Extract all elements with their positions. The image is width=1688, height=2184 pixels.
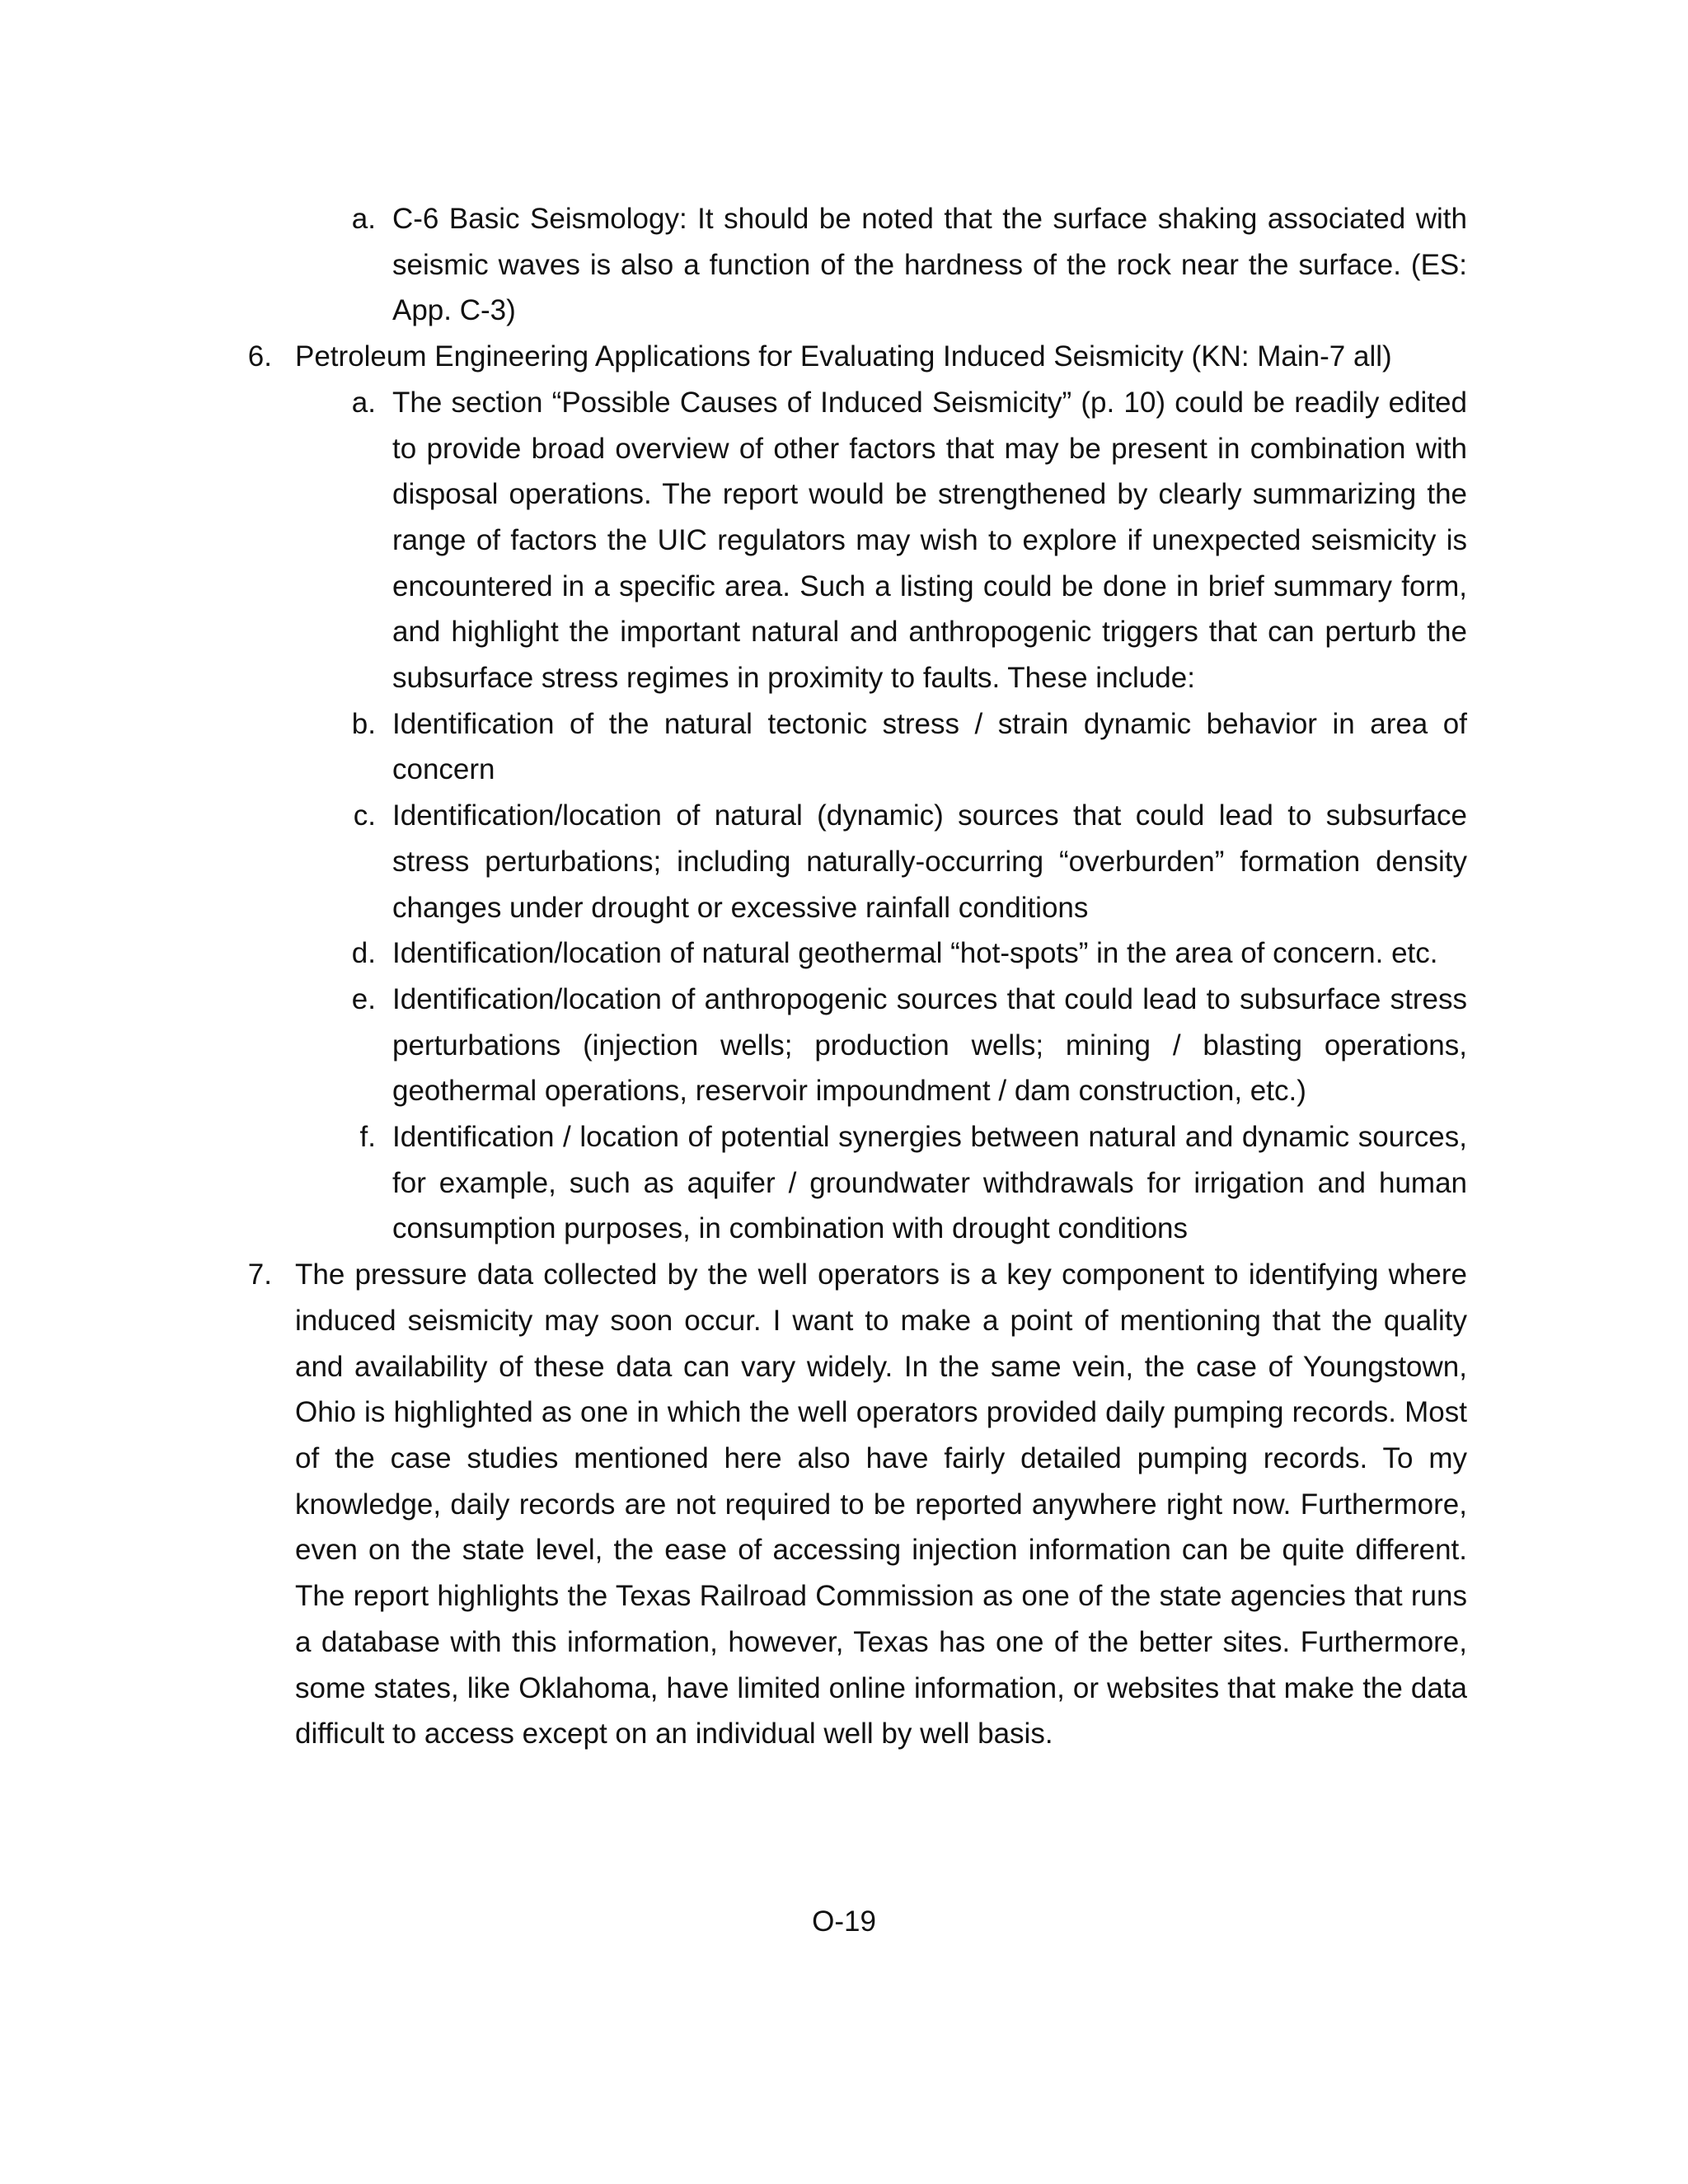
list-item-text: Identification/location of natural (dynamic) sources that could lead to subsurface stress perturbations; including naturally-occurring “overburden” formation density changes under drought or excessive rainfall conditions: [392, 799, 1467, 924]
list-marker: a.: [351, 386, 376, 419]
list-item-text: Identification/location of anthropogenic sources that could lead to subsurface stress perturbations (injection wells; production wells; mining / blasting operations, geothermal operations, reservoir impoundment / dam construction, etc.): [392, 982, 1467, 1108]
list-item-text: The section “Possible Causes of Induced Seismicity” (p. 10) could be readily edited to provide broad overview of other factors that may be present in combination with disposal operations. The report would be strengthened by clearly summarizing the range of factors the UIC regulators may wish to explore if unexpected seismicity is encountered in a specific area. Such a listing could be done in brief summary form, and highlight the important natural and anthropogenic triggers that can perturb the subsurface stress regimes in proximity to faults. These include:: [392, 386, 1467, 695]
list-marker: f.: [359, 1121, 376, 1154]
list-marker: 7.: [247, 1258, 272, 1291]
list-marker: c.: [353, 799, 376, 832]
list-marker: a.: [351, 203, 376, 235]
list-item-7-pressure-data: [239, 1252, 1467, 1757]
list-marker: 6.: [247, 340, 272, 373]
list-marker: b.: [351, 707, 376, 740]
list-item-6b-tectonic-stress: [239, 701, 1467, 793]
list-item-text: Petroleum Engineering Applications for Evaluating Induced Seismicity (KN: Main-7 all): [295, 340, 1392, 373]
list-item-text: Identification/location of natural geothermal “hot-spots” in the area of concern. etc.: [392, 937, 1438, 970]
list-item-6c-natural-sources: [239, 793, 1467, 930]
list-item-5a-basic-seismology: [239, 196, 1467, 334]
list-marker: d.: [351, 937, 376, 970]
page-number: O-19: [812, 1905, 876, 1938]
list-item-text: Identification of the natural tectonic stress / strain dynamic behavior in area of concern: [392, 707, 1467, 786]
list-item-6a-possible-causes: [239, 380, 1467, 701]
document-body: [239, 196, 1467, 1757]
list-item-6f-synergies: [239, 1114, 1467, 1252]
list-item-6e-anthropogenic-sources: [239, 977, 1467, 1114]
list-item-text: The pressure data collected by the well operators is a key component to identifying where induced seismicity may soon occur. I want to make a point of mentioning that the quality and availability of these data can vary widely. In the same vein, the case of Youngstown, Ohio is highlighted as one in which the well operators provided daily pumping records. Most of the case studies mentioned here also have fairly detailed pumping records. To my knowledge, daily records are not required to be reported anywhere right now. Furthermore, even on the state level, the ease of accessing injection information can be quite different. The report highlights the Texas Railroad Commission as one of the state agencies that runs a database with this information, however, Texas has one of the better sites. Furthermore, some states, like Oklahoma, have limited online information, or websites that make the data difficult to access except on an individual well by well basis.: [295, 1258, 1467, 1750]
list-marker: e.: [351, 982, 376, 1015]
list-item-text: Identification / location of potential synergies between natural and dynamic sources, for example, such as aquifer / groundwater withdrawals for irrigation and human consumption purposes, in combination with drought conditions: [392, 1121, 1467, 1245]
list-item-6-petroleum-engineering: [239, 334, 1467, 380]
list-item-text: C-6 Basic Seismology: It should be noted that the surface shaking associated with seismic waves is also a function of the hardness of the rock near the surface. (ES: App. C-3): [392, 203, 1467, 327]
list-item-6d-geothermal-hotspots: [239, 930, 1467, 977]
